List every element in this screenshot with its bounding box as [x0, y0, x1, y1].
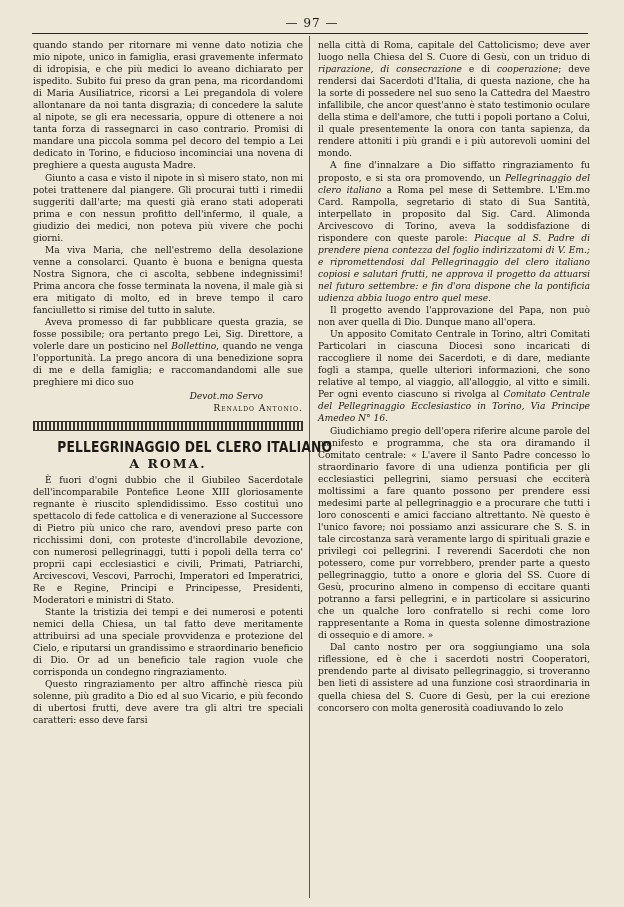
letter-paragraph-4	[33, 317, 303, 389]
article-subtitle: A ROMA.	[129, 456, 207, 472]
right-p2-italic-2: Piacque al S. Padre di prendere piena contezza del foglio indirizzatomi di V. Em.; e ripromettendosi dal Pellegrinaggio del clero italiano copiosi e salutari frutti, ne approva il progetto da attuarsi nel futuro settembre: e fin d'ora dispone che la pontificia udienza abbia luogo entro quel mese.	[318, 233, 590, 304]
bollettino-italic: Bollettino	[171, 342, 217, 353]
page-number: — 97 —	[285, 16, 339, 30]
right-paragraph-3: Il progetto avendo l'approvazione del Papa, non può non aver quella di Dio. Dunque mano all'opera.	[318, 306, 590, 329]
article-title: PELLEGRINAGGIO DEL CLERO ITALIANO	[57, 438, 333, 457]
right-paragraph-2	[318, 160, 590, 305]
right-p1-text-a: nella città di Roma, capitale del Cattolicismo; deve aver luogo nella Chiesa del S. Cuore di Gesù, con un triduo di	[318, 41, 590, 64]
header-rule	[32, 33, 588, 34]
article-paragraph-2: Stante la tristizia dei tempi e dei numerosi e potenti nemici della Chiesa, un tal fatto deve meritamente attribuirsi ad una speciale provvidenza e protezione del Cielo, e riputarsi un grandissimo e straordinario beneficio di Dio. Or ad un beneficio tale ragion vuole che corrisponda un condegno ringraziamento.	[33, 608, 303, 679]
left-column	[33, 40, 333, 727]
right-p1-text-b: e di	[461, 65, 497, 76]
letter-paragraph-2: Giunto a casa e visto il nipote in sì misero stato, non mi potei trattenere dal piangere. Gli procurai tutti i rimedii suggeriti dall'arte; ma questi già erano stati adoperati prima e con nessun profitto dell'infermo, il quale, a giudizio dei medici, non poteva più vivere che pochi giorni.	[33, 173, 303, 244]
letter-paragraph-3: Ma viva Maria, che nell'estremo della desolazione venne a consolarci. Quanto è buona e benigna questa Nostra Signora, che ci ascolta, sebbene indegnissimi! Prima ancora che fosse terminata la novena, il male già si era mitigato di molto, ed in breve tempo il caro fanciulletto si rimise del tutto in salute.	[33, 245, 303, 317]
article-paragraph-1: È fuori d'ogni dubbio che il Giubileo Sacerdotale dell'incomparabile Pontefice Leone XIII gloriosamente regnante è riuscito splendidissimo. Esso costituì uno spettacolo di fede cattolica e di venerazione al Successore di Pietro più unico che raro, avendovi preso parte con ricchissimi doni, con proteste d'incrollabile devozione, con numerosi pellegrinaggi, tutti i popoli della terra co' proprii capi ecclesiastici e civili, Primati, Patriarchi, Arcivescovi, Vescovi, Parrochi, Imperatori ed Imperatrici, Re e Regine, Principi e Principesse, Presidenti, Moderatori e ministri di Stato.	[33, 475, 303, 606]
column-separator	[309, 36, 310, 898]
letter-paragraph-4-text-b: , quando ne venga l'opportunità. La prego ancora di una benedizione sopra di me e della famiglia; e raccomandandomi alle sue preghiere mi dico suo	[33, 342, 303, 389]
right-p4-text-a: Un apposito Comitato Centrale in Torino, altri Comitati Particolari in ciascuna Diocesi sono incaricati di raccogliere il nome dei Sacerdoti, e di dare, mediante fogli a stampa, quelle ulteriori informazioni, che sono relative al tempo, al viaggio, all'alloggio, al vitto e simili. Per ogni evento ciascuno si rivolga al	[318, 330, 590, 401]
right-paragraph-4	[318, 329, 590, 425]
letter-paragraph-1: quando stando per ritornare mi venne dato notizia che mio nipote, unico in famiglia, erasi gravemente infermato di idropisia, e che più medici lo aveano dichiarato per ispedito. Subito fui preso da gran pena, ma ricordandomi di Maria Ausiliatrice, ricorsi a Lei pregandola di volere allontanare da noi tanta disgrazia; di concedere la salute al nipote, se gli era necessaria, oppure di ottenere a noi tanta forza di rassegnarci in caso contrario. Promisi di mandare una piccola somma pel decoro del tempio a Lei dedicato in Torino, e fiducioso incominciai una novena di preghiere a questa augusta Madre.	[33, 41, 303, 172]
signature-line-2: Renaldo Antonio.	[213, 404, 303, 415]
right-column	[318, 40, 590, 715]
right-p1-text-c: ; deve rendersi dai Sacerdoti d'Italia, di questa nazione, che ha la sorte di possedere nel suo seno la Cattedra del Maestro infallibile, che ancor quest'anno è stato testimonio oculare della stima e dell'amore, che tutti i popoli portano a Colui, il quale presentemente la onora con tanta sapienza, da rendere attoniti i più grandi e i più autorevoli uomini del mondo.	[318, 65, 590, 160]
right-p1-italic-2: cooperazione	[496, 65, 559, 76]
right-p2-italic-1: Pellegrinaggio del clero italiano	[318, 173, 590, 196]
letter-paragraph-4-text-a: Aveva promesso di far pubblicare questa grazia, se fosse possibile; ora pertanto prego Lei, Sig. Direttore, a volerle dare un posticino nel	[33, 318, 303, 353]
right-p2-text-b: a Roma pel mese di Settembre. L'Em.mo Card. Rampolla, segretario di stato di Sua Santità, interpellato in proposito dal Sig. Card. Alimonda Arcivescovo di Torino, aveva la soddisfazione di rispondere con queste parole:	[318, 185, 590, 244]
right-paragraph-6: Dal canto nostro per ora soggiungiamo una sola riflessione, ed è che i sacerdoti nostri Cooperatori, prendendo parte al divisato pellegrinaggio, si troveranno ben lieti di assistere ad una funzione così straordinaria in quella chiesa del S. Cuore di Gesù, per la cui erezione concorsero con molta generosità coadiuvando lo zelo	[318, 643, 590, 714]
right-p4-italic: Comitato Centrale del Pellegrinaggio Ecclesiastico in Torino, Via Principe Amedeo N° 16.	[318, 390, 590, 425]
right-paragraph-1	[318, 40, 590, 160]
signature-line-1: Devot.mo Servo	[189, 392, 263, 403]
section-divider-ornament	[33, 421, 303, 431]
right-p2-text-a: A fine d'innalzare a Dio siffatto ringraziamento fu proposto, e si sta ora promovendo, un	[318, 161, 590, 184]
article-paragraph-3: Questo ringraziamento per altro affinchè riesca più solenne, più gradito a Dio ed al suo Vicario, e più fecondo di ubertosi frutti, deve avere tra gli altri tre speciali caratteri: esso deve farsi	[33, 680, 303, 727]
right-paragraph-5: Giudichiamo pregio dell'opera riferire alcune parole del manifesto e programma, che sta ora diramando il Comitato centrale: « L'avere il Santo Padre concesso lo straordinario favore di una udienza pontificia per gli ecclesiastici pellegrini, siamo persuasi che ecciterà moltissimi a fare quanto possono per prendere essi medesimi parte al pellegrinaggio e a procurare che tutti i loro conoscenti e amici facciano altrettanto. Nè questo è l'unico favore; noi possiamo anzi assicurare che S. S. in tale circostanza sarà veramente largo di spirituali grazie e privilegi coi pellegrini. I reverendi Sacerdoti che non potessero, come pur vorrebbero, prender parte a questo pellegrinaggio, tutto a onore e gloria del SS. Cuore di Gesù, procurino almeno in compenso di eccitare quanti potranno a farsi pellegrini, e in particolare si assicurino che un qualche loro confratello si rechi come loro rappresentante a Roma in questa solenne dimostrazione di ossequio e di amore. »	[318, 426, 590, 642]
right-p1-italic-1: riparazione, di consecrazione	[318, 65, 462, 76]
